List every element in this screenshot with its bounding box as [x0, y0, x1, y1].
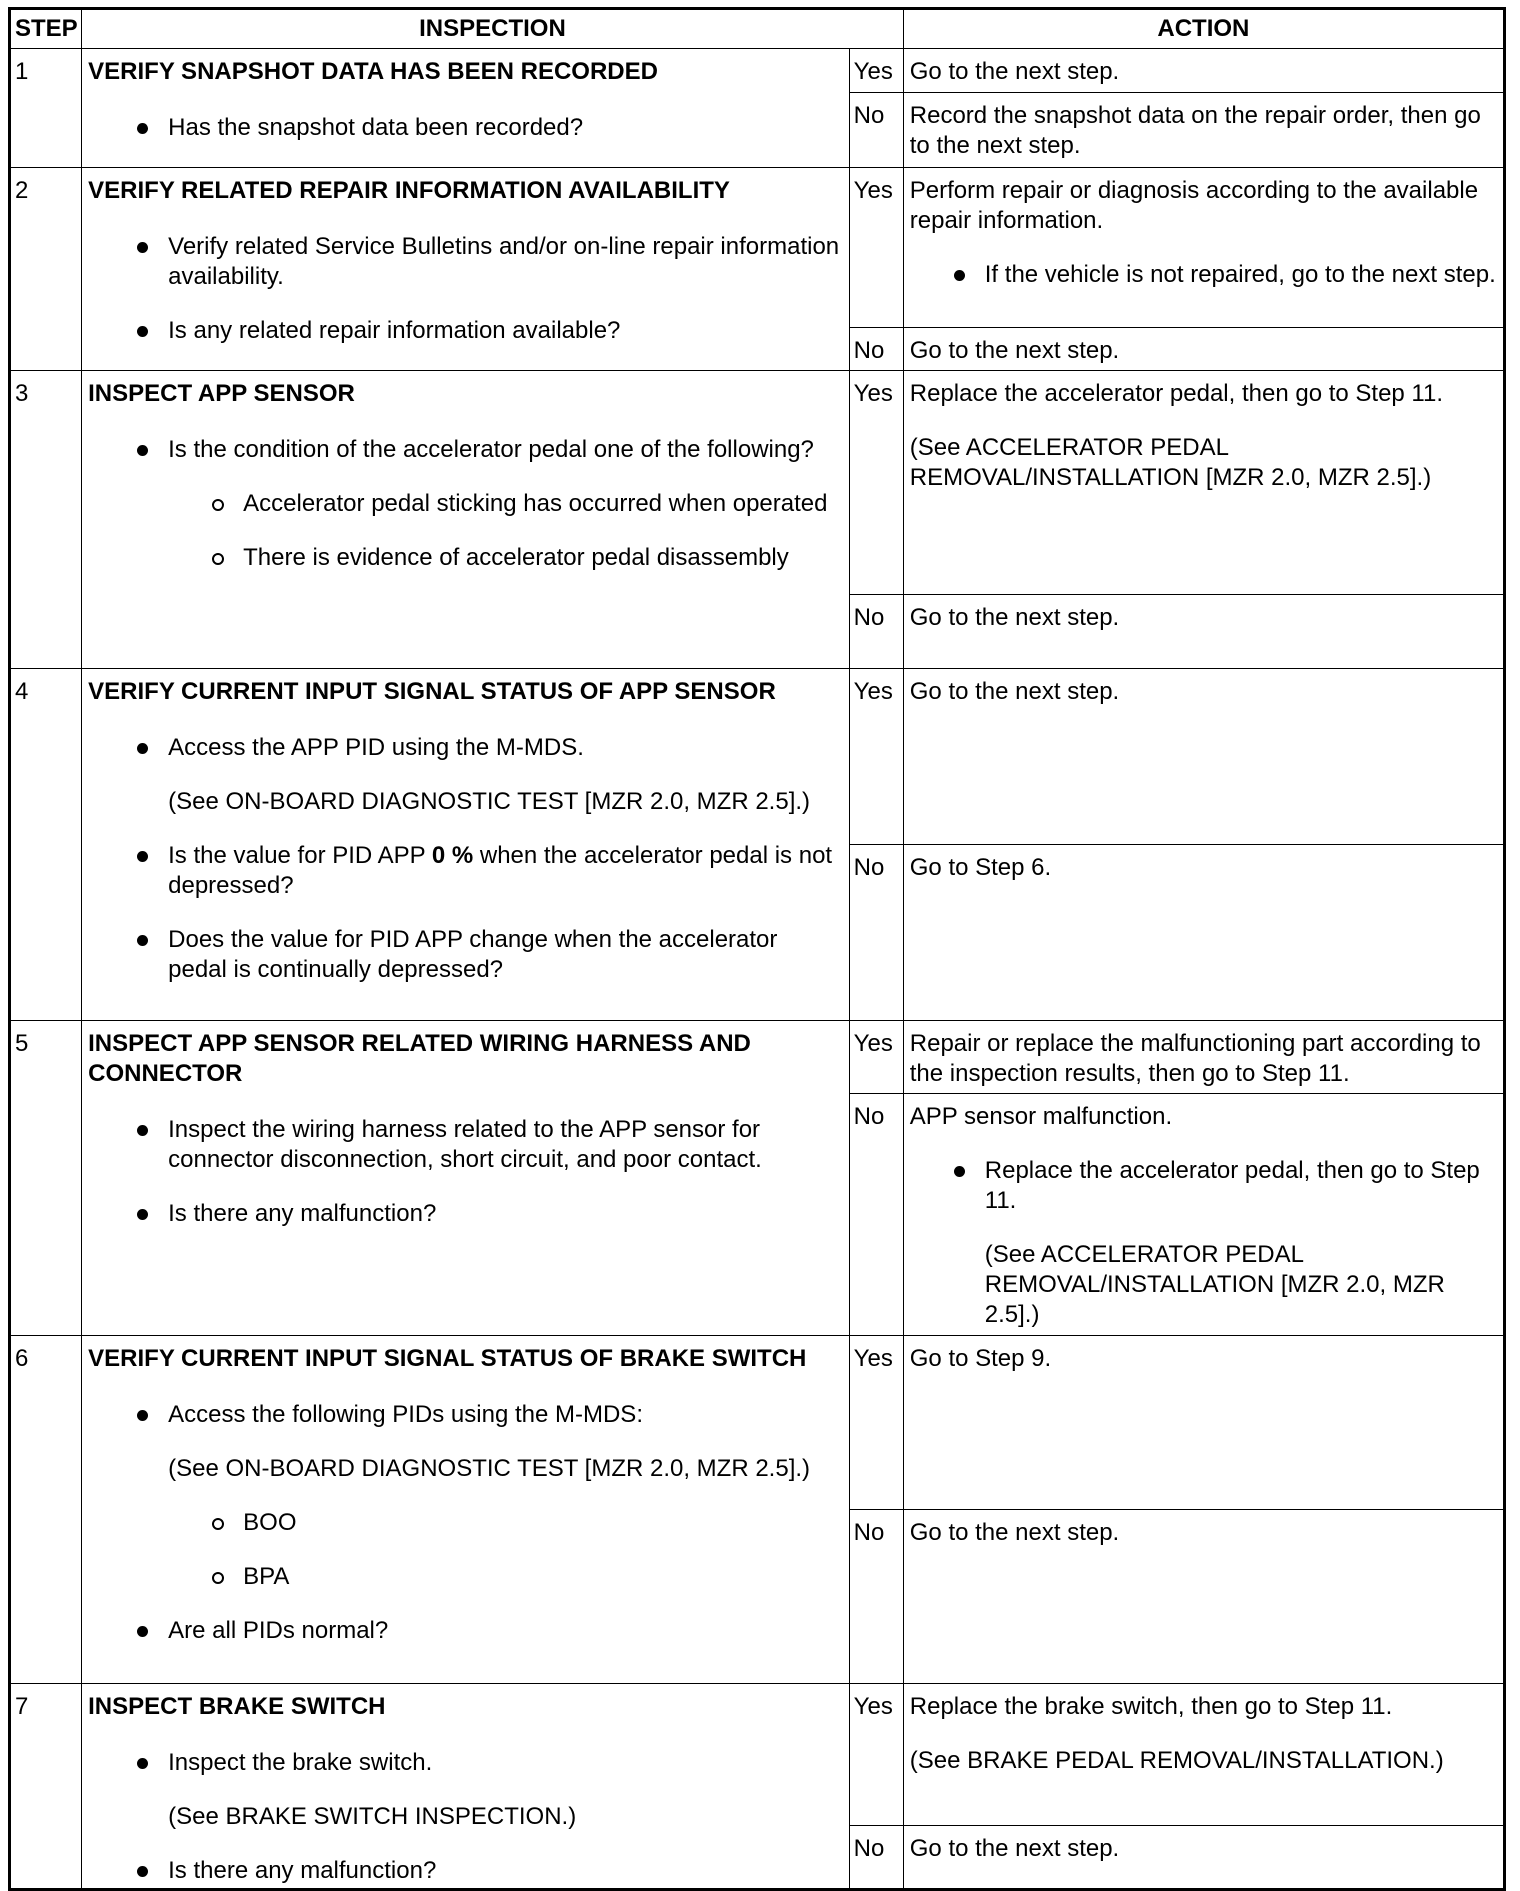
inspection-cell — [82, 49, 850, 168]
step-title: INSPECT BRAKE SWITCH — [88, 1693, 386, 1720]
sub-bullet-item: Accelerator pedal sticking has occurred when operated — [88, 489, 843, 519]
reference-note: (See ACCELERATOR PEDAL REMOVAL/INSTALLATION [MZR 2.0, MZR 2.5].) — [984, 1241, 1445, 1328]
bullet-item: Has the snapshot data been recorded? — [88, 113, 843, 143]
table-row — [10, 168, 1505, 328]
action-column-header: ACTION — [903, 9, 1504, 49]
action-text: Record the snapshot data on the repair order, then go to the next step. — [909, 102, 1481, 160]
step-number: 6 — [10, 1336, 82, 1684]
yes-label: Yes — [849, 669, 903, 845]
bullet-item: Inspect the brake switch. — [88, 1748, 843, 1778]
step-number: 7 — [10, 1684, 82, 1890]
bullet-item: Access the following PIDs using the M-MDS: — [88, 1400, 843, 1430]
inspection-column-header: INSPECTION — [82, 9, 904, 49]
no-action — [903, 1510, 1504, 1684]
yes-label: Yes — [849, 1336, 903, 1510]
inspection-cell — [82, 1684, 850, 1890]
no-action — [903, 1094, 1504, 1336]
action-text: Go to the next step. — [909, 336, 1120, 364]
bullet-item: Verify related Service Bulletins and/or on-line repair information availability. — [88, 232, 843, 292]
action-text: Repair or replace the malfunctioning part according to the inspection results, then go to Step 11. — [909, 1030, 1481, 1087]
step-number: 2 — [10, 168, 82, 371]
table-header-row — [10, 9, 1505, 49]
step-title: VERIFY CURRENT INPUT SIGNAL STATUS OF BRAKE SWITCH — [88, 1345, 807, 1372]
bullet-item: Is there any malfunction? — [88, 1856, 843, 1886]
step-number: 4 — [10, 669, 82, 1021]
action-text: APP sensor malfunction. — [909, 1103, 1173, 1130]
sub-bullet-item: BPA — [88, 1562, 843, 1592]
bullet-item: Does the value for PID APP change when the accelerator pedal is continually depressed? — [88, 925, 843, 985]
step-number: 5 — [10, 1021, 82, 1336]
yes-action — [903, 1021, 1504, 1094]
table-row — [10, 1684, 1505, 1826]
action-text: Go to Step 6. — [909, 854, 1052, 881]
no-label: No — [849, 1094, 903, 1336]
yes-label: Yes — [849, 1684, 903, 1826]
sub-bullet-item: BOO — [88, 1508, 843, 1538]
no-label: No — [849, 595, 903, 669]
inspection-cell — [82, 669, 850, 1021]
text-segment: Is the value for PID APP — [168, 842, 432, 869]
yes-action — [903, 49, 1504, 93]
table-row — [10, 1336, 1505, 1510]
no-action — [903, 1826, 1504, 1890]
yes-action — [903, 1336, 1504, 1510]
step-title: VERIFY RELATED REPAIR INFORMATION AVAILABILITY — [88, 177, 730, 204]
no-label: No — [849, 1826, 903, 1890]
no-action — [903, 845, 1504, 1021]
table-row — [10, 669, 1505, 845]
action-bullet: If the vehicle is not repaired, go to the next step. — [910, 260, 1497, 290]
no-label: No — [849, 845, 903, 1021]
action-text: Go to the next step. — [909, 58, 1120, 85]
step-title: INSPECT APP SENSOR — [88, 380, 355, 407]
action-text: Replace the accelerator pedal, then go to Step 11. — [909, 380, 1444, 407]
bullet-item: Are all PIDs normal? — [88, 1616, 843, 1646]
sub-bullet-item: There is evidence of accelerator pedal disassembly — [88, 543, 843, 573]
reference-note: (See ON-BOARD DIAGNOSTIC TEST [MZR 2.0, MZR 2.5].) — [168, 788, 811, 815]
action-text: Go to the next step. — [909, 604, 1120, 631]
action-bullet: Replace the accelerator pedal, then go to Step 11. — [910, 1156, 1497, 1216]
yes-action — [903, 168, 1504, 328]
action-text: Replace the brake switch, then go to Step 11. — [909, 1693, 1393, 1720]
bullet-item: Is the condition of the accelerator pedal one of the following? — [88, 435, 843, 465]
step-title: VERIFY CURRENT INPUT SIGNAL STATUS OF APP SENSOR — [88, 678, 776, 705]
bullet-item — [88, 841, 843, 901]
yes-action — [903, 1684, 1504, 1826]
action-text: Go to the next step. — [909, 1519, 1120, 1546]
bullet-item: Inspect the wiring harness related to the APP sensor for connector disconnection, short circuit, and poor contact. — [88, 1115, 843, 1175]
bullet-item: Is there any malfunction? — [88, 1199, 843, 1229]
inspection-cell — [82, 371, 850, 669]
no-action — [903, 595, 1504, 669]
bullet-item: Access the APP PID using the M-MDS. — [88, 733, 843, 763]
step-title: VERIFY SNAPSHOT DATA HAS BEEN RECORDED — [88, 58, 658, 85]
no-action — [903, 327, 1504, 370]
inspection-cell — [82, 1021, 850, 1336]
step-title: INSPECT APP SENSOR RELATED WIRING HARNESS AND CONNECTOR — [88, 1030, 751, 1087]
yes-label: Yes — [849, 168, 903, 328]
step-number: 3 — [10, 371, 82, 669]
action-text: Perform repair or diagnosis according to the available repair information. — [909, 177, 1479, 234]
yes-label: Yes — [849, 1021, 903, 1094]
action-text: Go to the next step. — [909, 1835, 1120, 1862]
text-segment: when the accelerator pedal is not depressed? — [168, 842, 833, 899]
yes-action — [903, 371, 1504, 595]
no-label: No — [849, 1510, 903, 1684]
reference-note: (See ACCELERATOR PEDAL REMOVAL/INSTALLATION [MZR 2.0, MZR 2.5].) — [909, 434, 1432, 491]
yes-label: Yes — [849, 49, 903, 93]
reference-note: (See ON-BOARD DIAGNOSTIC TEST [MZR 2.0, MZR 2.5].) — [168, 1455, 811, 1482]
no-label: No — [849, 93, 903, 168]
table-row — [10, 49, 1505, 93]
inspection-cell — [82, 1336, 850, 1684]
no-action — [903, 93, 1504, 168]
yes-label: Yes — [849, 371, 903, 595]
no-label: No — [849, 327, 903, 370]
inspection-cell — [82, 168, 850, 371]
diagnostic-procedure-table — [8, 7, 1506, 1891]
pid-value: 0 % — [431, 842, 474, 869]
step-number: 1 — [10, 49, 82, 168]
reference-note: (See BRAKE SWITCH INSPECTION.) — [168, 1803, 577, 1830]
action-text: Go to Step 9. — [909, 1345, 1052, 1372]
reference-note: (See BRAKE PEDAL REMOVAL/INSTALLATION.) — [909, 1747, 1444, 1774]
yes-action — [903, 669, 1504, 845]
table-row — [10, 1021, 1505, 1094]
bullet-item: Is any related repair information available? — [88, 316, 843, 346]
table-row — [10, 371, 1505, 595]
step-column-header: STEP — [10, 9, 82, 49]
action-text: Go to the next step. — [909, 678, 1120, 705]
